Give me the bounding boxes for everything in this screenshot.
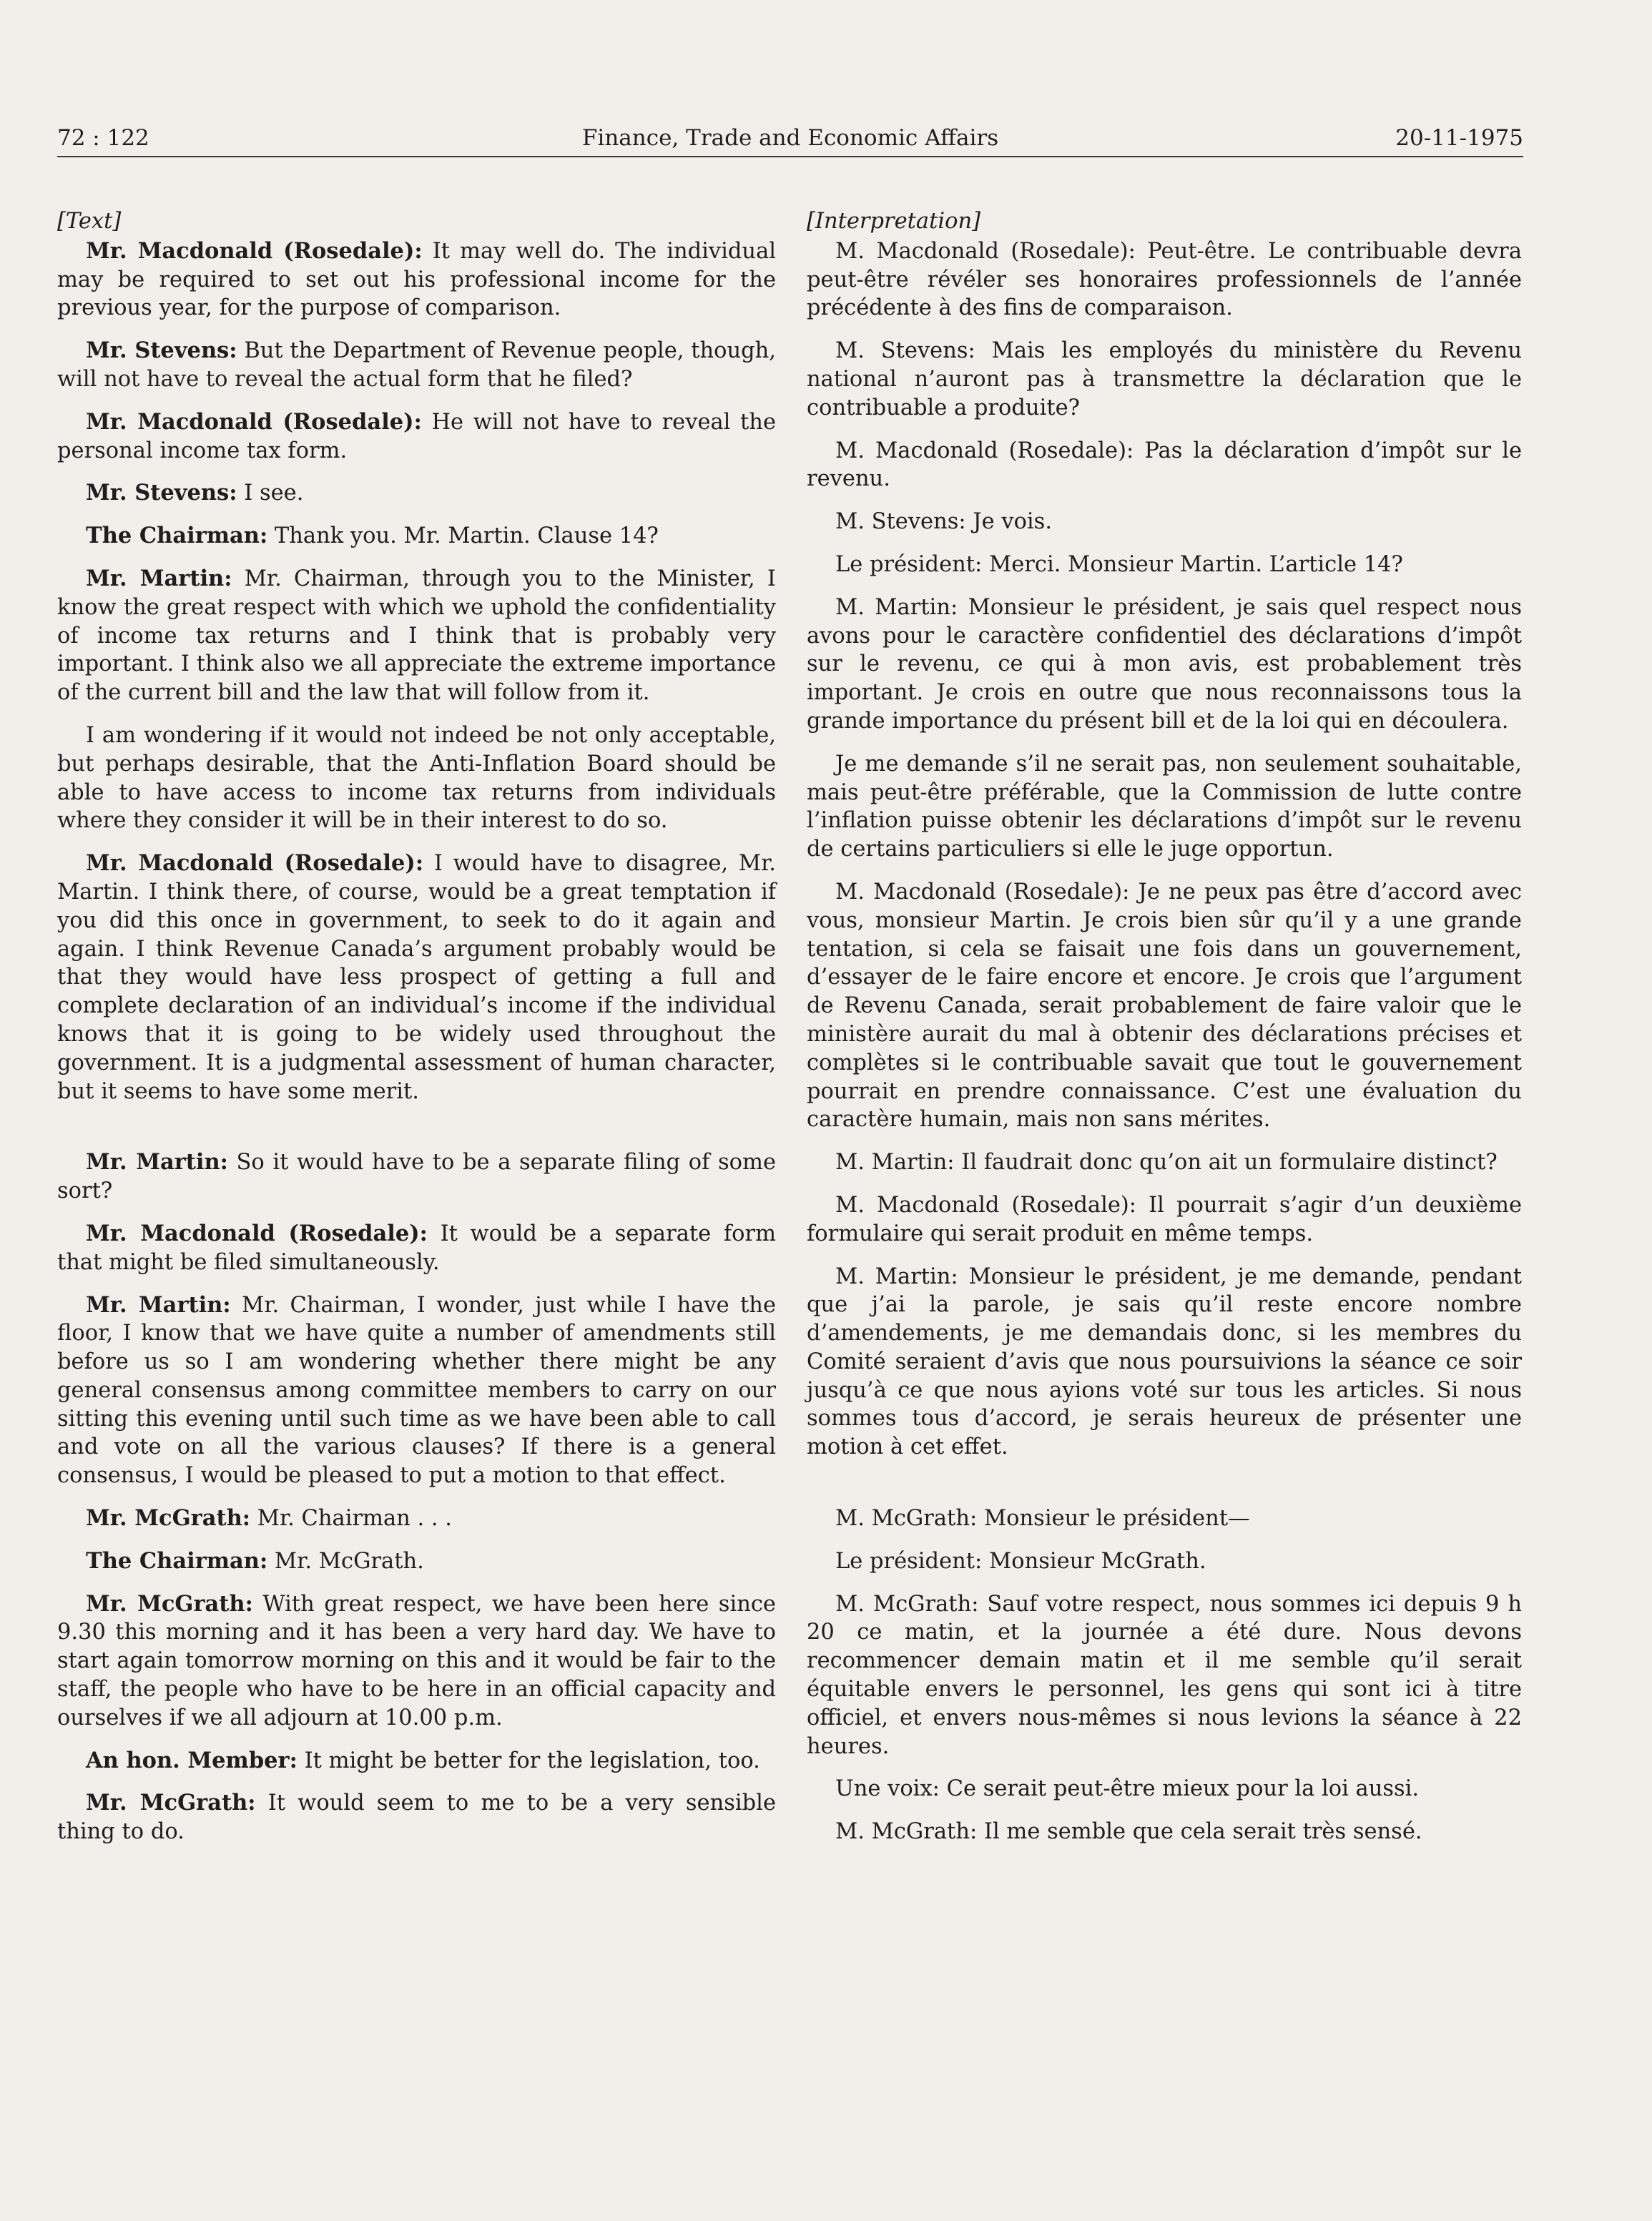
paragraph: M. McGrath: Il me semble que cela serait très sensé. [835, 1819, 1422, 1845]
speaker-label: Mr. Martin: [86, 565, 232, 591]
speaker-label: Mr. Macdonald (Rosedale): [86, 408, 422, 435]
paragraph-text: Mr. Chairman . . . [250, 1506, 452, 1532]
paragraph: M. Stevens: Je vois. [835, 509, 1053, 535]
paragraph [57, 479, 776, 508]
paragraph: M. McGrath: Sauf votre respect, nous sommes ici depuis 9 h 20 ce matin, et la journée a été dure. Nous devons recommencer demain matin et il me semble qu’il serait équitable envers le personnel, les gens qui sont ici à titre officiel, et envers nous-mêmes si nous levions la séance à 22 heures. [807, 1591, 1522, 1759]
paragraph-text: Mr. Chairman, I wonder, just while I have the floor, I know that we have quite a number of amendments still before us so I am wondering whether there might be any general consensus among committee members to carry on our sitting this evening until such time as we have been able to call and vote on all the various clauses? If there is a general consensus, I would be pleased to put a motion to that effect. [57, 1292, 776, 1489]
paragraph [57, 522, 776, 551]
paragraph: M. Martin: Monsieur le président, je sais quel respect nous avons pour le caractère confidentiel des déclarations d’impôt sur le revenu, ce qui à mon avis, est probablement très important. Je crois en outre que nous reconnaissons tous la grande importance du présent bill et de la loi qui en découlera. [807, 594, 1522, 734]
paragraph-text: It would be a separate form that might be filed simultaneously. [57, 1221, 777, 1275]
speaker-label: Mr. McGrath: [86, 1590, 253, 1617]
paragraph: M. Macdonald (Rosedale): Pas la déclaration d’impôt sur le revenu. [807, 438, 1522, 492]
interpretation-tag: [Interpretation] [807, 209, 980, 234]
text-tag: [Text] [57, 209, 122, 234]
paragraph-gap [807, 1476, 1522, 1505]
speaker-label: Mr. McGrath: [86, 1790, 256, 1816]
paragraph-text: I would have to disagree, Mr. Martin. I think there, of course, would be a great temptation if you did this once in government, to seek to do it again and again. I think Revenue Canada’s argument probably would be that they would have less prospect of getting a full and complete declaration of an individual’s income if the individual knows that it is going to be widely used throughout the government. It is a judgmental assessment of human character, but it seems to have some merit. [57, 851, 776, 1104]
paragraph-text: I am wondering if it would not indeed be not only acceptable, but perhaps desirable, that the Anti-Inflation Board should be able to have access to income tax returns from individuals where they consider it will be in their interest to do so. [57, 722, 776, 834]
paragraph [57, 1291, 776, 1491]
paragraph-text: Thank you. Mr. Martin. Clause 14? [267, 523, 659, 549]
paragraph: Le président: Monsieur McGrath. [835, 1548, 1206, 1574]
header-date: 20-11-1975 [1395, 125, 1523, 151]
running-title: Finance, Trade and Economic Affairs [581, 125, 999, 151]
paragraph [57, 408, 776, 466]
speaker-label: Mr. Stevens: [86, 338, 237, 364]
paragraph [57, 1547, 776, 1576]
paragraph-text: It might be better for the legislation, too. [297, 1748, 760, 1773]
paragraph [57, 1505, 776, 1533]
paragraph: M. Macdonald (Rosedale): Peut-être. Le contribuable devra peut-être révéler ses honoraires professionnels de l’année précédente à des fins de comparaison. [807, 238, 1522, 321]
paragraph: M. Martin: Monsieur le président, je me demande, pendant que j’ai la parole, je sais qu’il reste encore nombre d’amendements, je me demandais donc, si les membres du Comité seraient d’avis que nous poursuivions la séance ce soir jusqu’à ce que nous ayions voté sur tous les articles. Si nous sommes tous d’accord, je serais heureux de présenter une motion à cet effet. [807, 1264, 1522, 1460]
page-number: 72 : 122 [57, 125, 149, 151]
paragraph-text: Mr. McGrath. [267, 1548, 424, 1574]
speaker-label: Mr. Stevens: [86, 480, 237, 506]
paragraph: M. Martin: Il faudrait donc qu’on ait un formulaire distinct? [835, 1150, 1498, 1176]
speaker-label: Mr. Macdonald (Rosedale): [86, 237, 423, 264]
paragraph [57, 565, 776, 707]
paragraph [57, 1148, 776, 1206]
header-rule [57, 156, 1523, 157]
paragraph-gap [57, 1120, 776, 1148]
paragraph [57, 337, 776, 394]
speaker-label: The Chairman: [86, 1547, 268, 1574]
paragraph [57, 1747, 776, 1776]
paragraph-text: Mr. Chairman, through you to the Minister, I know the great respect with which we uphold the confidentiality of income tax returns and I think that is probably very important. I think also we all appreciate the extreme importance of the current bill and the law that will follow from it. [57, 566, 776, 706]
paragraph [57, 1789, 776, 1846]
speaker-label: Mr. McGrath: [86, 1505, 251, 1532]
paragraph-text: With great respect, we have been here since 9.30 this morning and it has been a very hard day. We have to start again tomorrow morning on this and it would be fair to the staff, the people who have to be here in an official capacity and ourselves if we all adjourn at 10.00 p.m. [57, 1591, 776, 1730]
paragraph [57, 850, 776, 1105]
paragraph [57, 722, 776, 835]
paragraph [57, 1590, 776, 1733]
paragraph-text: But the Department of Revenue people, though, will not have to reveal the actual form that he filed? [57, 338, 776, 392]
paragraph: M. Stevens: Mais les employés du ministère du Revenu national n’auront pas à transmettre la déclaration que le contribuable a produite? [807, 338, 1522, 420]
paragraph [57, 1220, 776, 1277]
paragraph [57, 237, 776, 322]
speaker-label: The Chairman: [86, 523, 268, 549]
paragraph: M. Macdonald (Rosedale): Je ne peux pas être d’accord avec vous, monsieur Martin. Je crois bien sûr qu’il y a une grande tentation, si cela se faisait une fois dans un gouvernement, d’essayer de le faire encore et encore. Je crois que l’argument de Revenu Canada, serait probablement de faire valoir que le ministère aurait du mal à obtenir des déclarations précises et complètes si le contribuable savait que tout le gouvernement pourrait en prendre connaissance. C’est une évaluation du caractère humain, mais non sans mérites. [807, 879, 1522, 1133]
speaker-label: Mr. Martin: [86, 1149, 228, 1176]
paragraph: M. McGrath: Monsieur le président— [835, 1506, 1250, 1532]
speaker-label: An hon. Member: [86, 1747, 298, 1773]
paragraph-text: I see. [237, 481, 304, 506]
paragraph: Le président: Merci. Monsieur Martin. L’article 14? [835, 551, 1403, 577]
speaker-label: Mr. Macdonald (Rosedale): [86, 850, 424, 877]
paragraph: Une voix: Ce serait peut-être mieux pour la loi aussi. [835, 1776, 1420, 1802]
paragraph-text: He will not have to reveal the personal income tax form. [57, 409, 777, 463]
speaker-label: Mr. Macdonald (Rosedale): [86, 1220, 428, 1246]
paragraph-text: It may well do. The individual may be required to set out his professional income for the previous year, for the purpose of comparison. [57, 238, 777, 321]
page-header [57, 122, 1523, 154]
right-column-french [807, 207, 1522, 1861]
speaker-label: Mr. Martin: [86, 1291, 231, 1318]
paragraph: Je me demande s’il ne serait pas, non seulement souhaitable, mais peut-être préférable, que la Commission de lutte contre l’inflation puisse obtenir les déclarations d’impôt sur le revenu de certains particuliers si elle le juge opportun. [807, 751, 1522, 862]
paragraph-text: So it would have to be a separate filing of some sort? [57, 1150, 776, 1204]
left-column-english [57, 207, 776, 1861]
paragraph-text: It would seem to me to be a very sensible thing to do. [57, 1791, 776, 1845]
paragraph: M. Macdonald (Rosedale): Il pourrait s’agir d’un deuxième formulaire qui serait produit en même temps. [807, 1192, 1522, 1246]
